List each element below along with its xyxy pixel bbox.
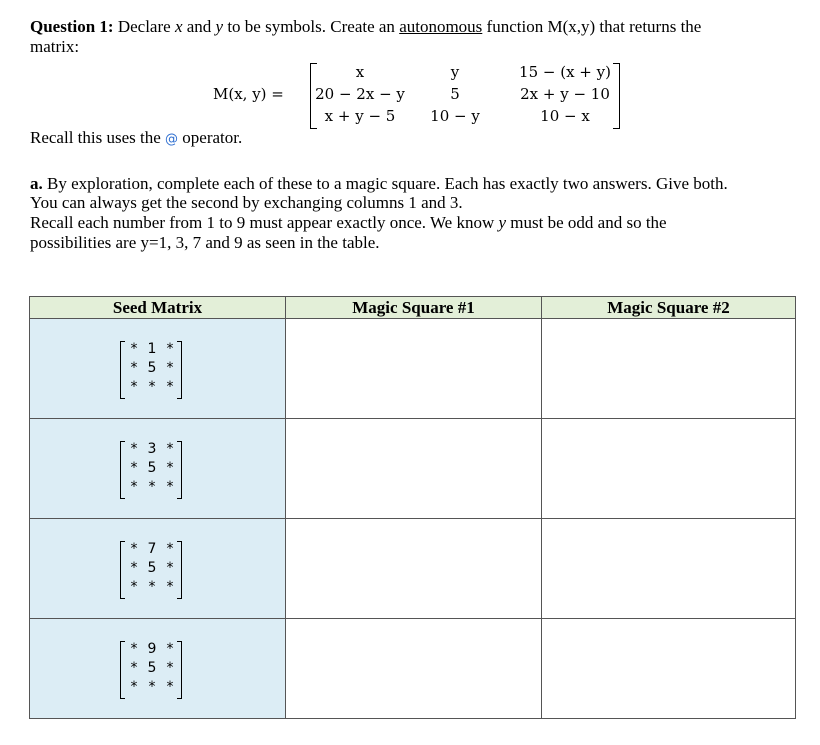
matrix-label: M(x, y) = [213, 85, 284, 103]
text: and [186, 17, 212, 36]
part-a-line-4 [30, 233, 380, 253]
matrix-m [310, 63, 620, 129]
seed-entry: 1 [147, 341, 157, 357]
seed-matrix [120, 441, 182, 497]
seed-entry: * [166, 360, 174, 376]
seed-entry: * [148, 479, 156, 495]
text: possibilities are [30, 233, 137, 252]
table-row [30, 419, 796, 519]
seed-entry: * [166, 541, 174, 557]
matrix-cell: 15 − (x + y) [519, 63, 611, 81]
seed-entry: * [166, 660, 174, 676]
seed-entry: 5 [147, 560, 157, 576]
seed-cell [30, 619, 286, 719]
seed-entry: 9 [147, 641, 157, 657]
text: Recall each number from 1 to 9 must appear exactly once. We know [30, 213, 495, 232]
seed-entry: * [166, 441, 174, 457]
seed-matrix [120, 541, 182, 597]
text: must be odd and so the [510, 213, 667, 232]
text: function M(x,y) that returns the [486, 17, 702, 36]
seed-entry: * [130, 460, 138, 476]
part-a-line-3 [30, 213, 667, 233]
magic-square-table [29, 296, 796, 719]
var-y: y [215, 17, 224, 36]
matrix-cell: 10 − y [430, 107, 480, 125]
seed-cell [30, 419, 286, 519]
seed-matrix [120, 341, 182, 397]
answer-cell-1[interactable] [286, 419, 542, 519]
recall-line [30, 128, 242, 150]
seed-entry: * [130, 479, 138, 495]
answer-cell-2[interactable] [542, 419, 796, 519]
autonomous-link[interactable]: autonomous [399, 17, 483, 36]
table-row [30, 319, 796, 419]
header-magic-square-1: Magic Square #1 [286, 297, 542, 319]
seed-entry: * [166, 379, 174, 395]
seed-cell [30, 319, 286, 419]
seed-entry: * [130, 360, 138, 376]
seed-entry: * [166, 341, 174, 357]
seed-entry: * [166, 679, 174, 695]
answer-cell-1[interactable] [286, 619, 542, 719]
text: By exploration, complete each of these to a magic square. Each has exactly two answers. Give both. [47, 174, 728, 193]
seed-entry: * [130, 441, 138, 457]
matrix-cell: x [355, 63, 365, 81]
seed-entry: * [130, 679, 138, 695]
seed-entry: 7 [147, 541, 157, 557]
seed-entry: * [166, 560, 174, 576]
table-row [30, 519, 796, 619]
seed-entry: * [130, 379, 138, 395]
answer-cell-1[interactable] [286, 319, 542, 419]
seed-entry: * [130, 341, 138, 357]
part-a-label: a. [30, 174, 43, 193]
part-a-line-2: You can always get the second by exchanging columns 1 and 3. [30, 193, 463, 212]
text: operator. [182, 128, 243, 147]
matrix-cell: 5 [450, 85, 460, 103]
text: Declare [117, 17, 171, 36]
seed-entry: * [148, 379, 156, 395]
matrix-cell: 2x + y − 10 [520, 85, 610, 103]
seed-entry: * [130, 560, 138, 576]
text: to be symbols. Create an [227, 17, 395, 36]
seed-entry: * [166, 579, 174, 595]
seed-entry: * [130, 579, 138, 595]
seed-entry: 5 [147, 660, 157, 676]
matrix-cell: 20 − 2x − y [315, 85, 405, 103]
var-x: x [174, 17, 183, 36]
seed-entry: 3 [147, 441, 157, 457]
matrix-cell: x + y − 5 [324, 107, 396, 125]
seed-entry: * [130, 641, 138, 657]
seed-entry: * [148, 679, 156, 695]
seed-cell [30, 519, 286, 619]
part-a-line-1 [30, 174, 728, 194]
seed-entry: * [166, 460, 174, 476]
seed-matrix [120, 641, 182, 697]
table-header-row [30, 297, 796, 319]
answer-cell-2[interactable] [542, 319, 796, 419]
text: y=1, 3, 7 and 9 as seen in the table. [140, 233, 380, 252]
seed-entry: * [130, 541, 138, 557]
header-magic-square-2: Magic Square #2 [542, 297, 796, 319]
seed-entry: * [166, 479, 174, 495]
var-y: y [498, 213, 507, 232]
seed-entry: 5 [147, 360, 157, 376]
question-label: Question 1: [30, 17, 114, 36]
seed-entry: * [148, 579, 156, 595]
answer-cell-1[interactable] [286, 519, 542, 619]
seed-entry: * [130, 660, 138, 676]
matrix-cell: y [450, 63, 460, 81]
answer-cell-2[interactable] [542, 519, 796, 619]
matrix-cell: 10 − x [540, 107, 590, 125]
seed-entry: * [166, 641, 174, 657]
at-operator-icon: @ [165, 132, 179, 147]
answer-cell-2[interactable] [542, 619, 796, 719]
table-row [30, 619, 796, 719]
question-line-2: matrix: [30, 37, 80, 56]
header-seed-matrix: Seed Matrix [30, 297, 286, 319]
question-line-1 [30, 17, 701, 37]
seed-entry: 5 [147, 460, 157, 476]
text: Recall this uses the [30, 128, 161, 147]
